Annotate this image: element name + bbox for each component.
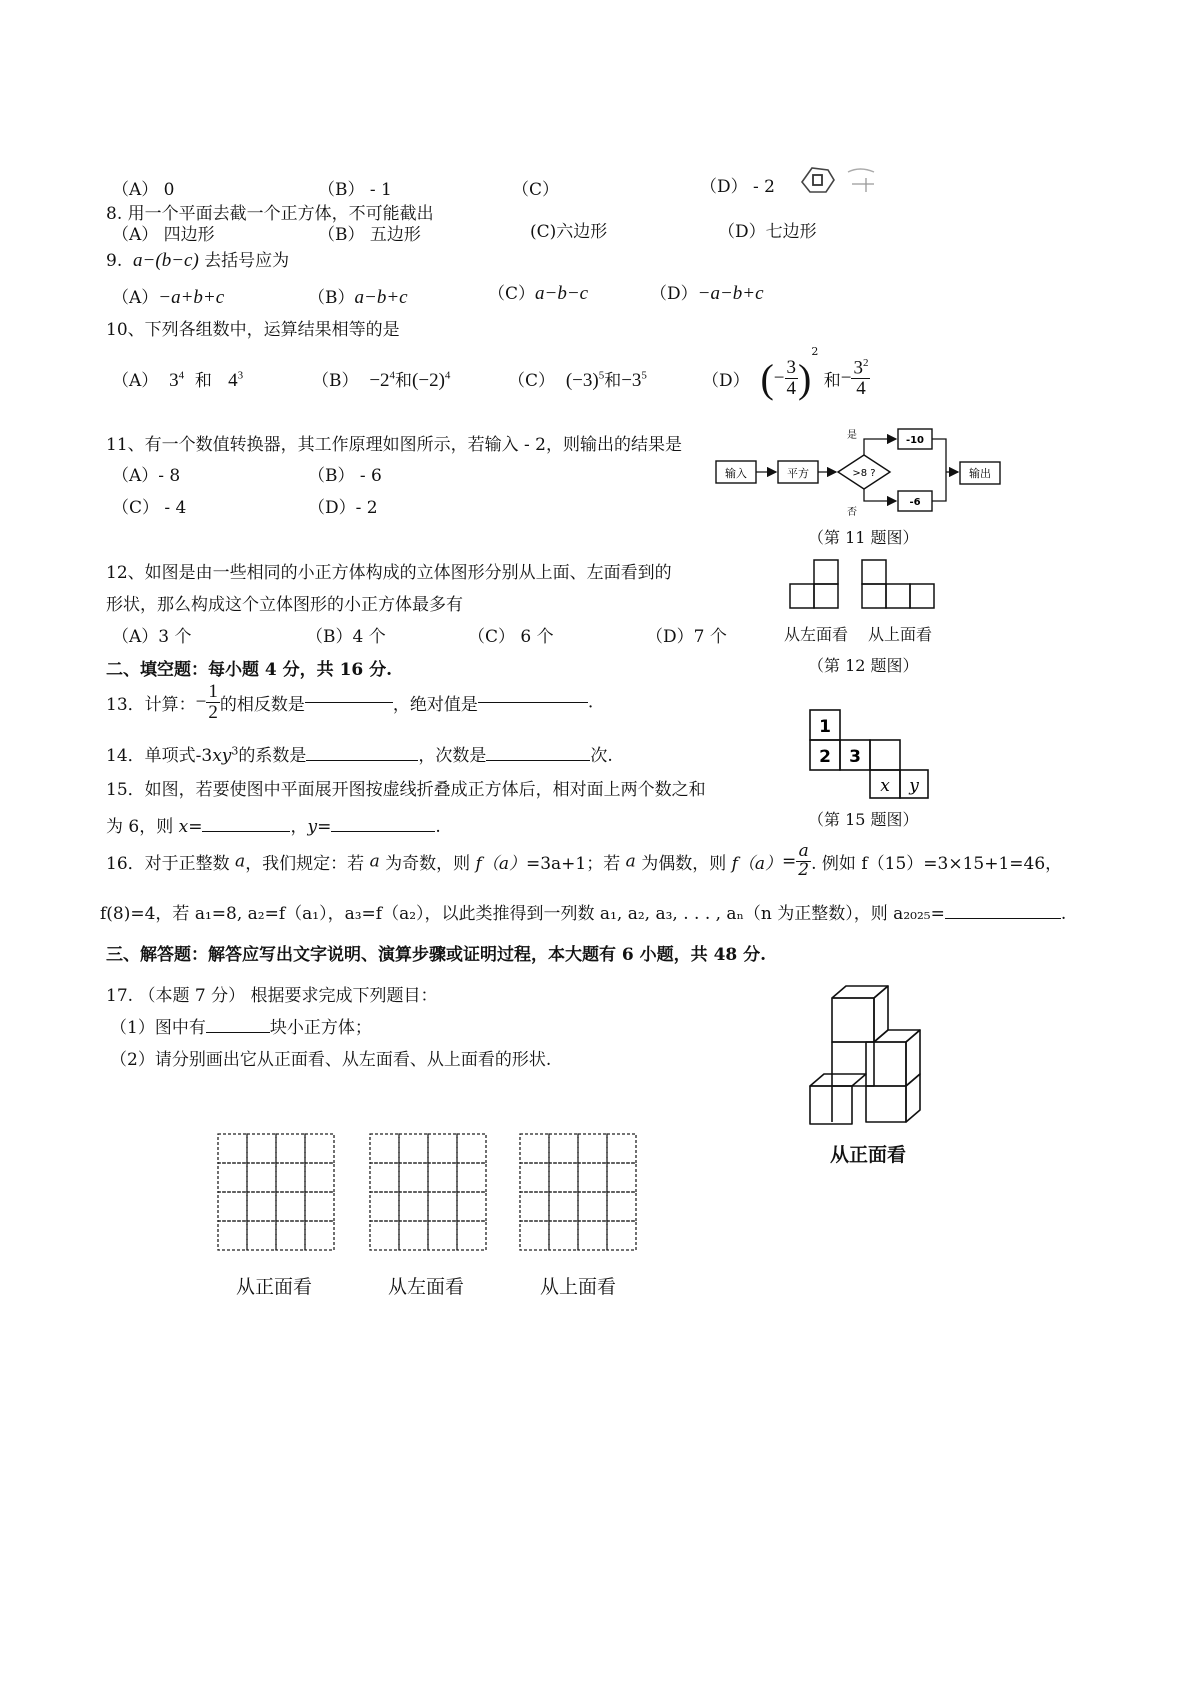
q12-views-figure [788,558,938,614]
q8-stem: 8. 用一个平面去截一个正方体，不可能截出 [106,204,434,224]
q16-a1: a [235,851,246,872]
q17-part1 [110,1013,372,1038]
grid-cell[interactable] [520,1221,549,1250]
q10-b-term1: $-2^4$ [369,369,396,391]
q10-option-a [112,366,243,392]
q14-end: 次. [590,746,613,766]
q12-option-a: （A）3 个 [112,627,192,647]
q12-top-view-label: 从上面看 [868,625,933,644]
q13-end: . [587,692,594,713]
q17-part1-prefix: （1）图中有 [110,1018,206,1038]
q8-option-b: （B） 五边形 [318,225,421,245]
q15-blank-x[interactable] [202,831,290,832]
q16-a2: a [369,851,380,872]
q10-d-paren-left: ( [760,356,774,401]
q17-grid-label-left: 从左面看 [388,1276,465,1298]
q13 [106,682,593,723]
q10-c-term2: $-3^5$ [621,369,647,391]
q9-option-b [308,283,408,309]
q10-option-c-label: （C） [508,371,556,391]
q15-end: . [435,817,441,837]
grid-cell[interactable] [457,1163,486,1192]
q13-prefix: 13．计算： [106,694,196,715]
grid-cell[interactable] [218,1134,247,1163]
q10-b-and: 和 [395,371,413,391]
q15-y: y [307,817,318,837]
grid-cell[interactable] [457,1221,486,1250]
q14-prefix: 14．单项式-3 [106,746,213,766]
grid-cell[interactable] [276,1163,305,1192]
grid-cell[interactable] [276,1192,305,1221]
q9-option-b-label: （B） [308,288,355,308]
q16-example: . 例如 f（15）=3×15+1=46， [811,853,1063,874]
q17-grid-label-front: 从正面看 [236,1276,313,1298]
q10-d-right-sign: − [840,367,852,389]
q7-option-b: （B） - 1 [318,180,392,200]
q9-option-c [488,279,588,305]
q17-stem: 17. （本题 7 分） 根据要求完成下列题目： [106,986,438,1006]
q7-option-d: （D） - 2 [700,177,775,197]
q14-mid2: ，次数是 [418,746,487,766]
q13-comma: ，绝对值是 [392,694,478,715]
q9-stem [106,246,289,272]
grid-cell[interactable] [578,1221,607,1250]
q15-x-eq: = [188,817,203,837]
q14-exp: 3 [231,744,239,758]
q10-d-and: 和 [823,371,841,391]
section-2-heading: 二、填空题：每小题 4 分，共 16 分. [106,660,393,680]
grid-cell[interactable] [399,1221,428,1250]
grid-cell[interactable] [457,1192,486,1221]
q16-end: . [1060,904,1067,924]
grid-cell[interactable] [457,1134,486,1163]
grid-cell[interactable] [370,1163,399,1192]
q16-prefix: 16．对于正整数 [106,853,236,874]
q13-fraction: $\frac{1}{2}$ [208,681,218,723]
flow-square-label: 平方 [787,467,809,480]
q14-blank-degree[interactable] [486,760,590,761]
grid-cell[interactable] [370,1134,399,1163]
q9-option-d-label: （D） [650,284,698,304]
q16-fraction: $\frac{a}{2}$ [798,841,810,880]
q15-caption: （第 15 题图） [808,810,919,829]
q12-option-d: （D）7 个 [646,627,727,647]
q10-d-exp: 2 [811,345,819,358]
q10-option-b-label: （B） [312,371,359,391]
q13-blank-opposite[interactable] [305,702,393,703]
net-cell-2: 2 [819,747,831,767]
grid-cell[interactable] [276,1221,305,1250]
q9-option-a-value: −a+b+c [158,287,225,308]
flow-no-label: 否 [847,507,857,518]
handwritten-scribble [790,158,890,200]
q9-option-d [650,279,764,305]
flow-no-op: -6 [909,497,921,508]
grid-cell[interactable] [370,1221,399,1250]
net-cell-3: 3 [849,747,861,767]
q16-a3: a [625,851,636,872]
q9-number: 9. [106,251,123,271]
q10-option-c [508,366,647,392]
grid-cell[interactable] [247,1221,276,1250]
q14-blank-coefficient[interactable] [306,760,418,761]
q11-option-b: （B） - 6 [308,466,382,486]
q11-option-d: （D）- 2 [308,498,378,518]
q16-odd-rule: =3a+1；若 [525,853,626,874]
q13-blank-absolute[interactable] [478,702,588,703]
q9-option-c-value: a−b−c [535,283,589,304]
q12-stem-line1: 12、如图是由一些相同的小正方体构成的立体图形分别从上面、左面看到的 [106,563,672,583]
q10-b-term2: $(-2)^4$ [412,369,451,391]
net-cell-x: x [880,776,890,796]
q12-option-c: （C） 6 个 [468,627,554,647]
q14-mid: 的系数是 [238,746,307,766]
grid-cell[interactable] [549,1221,578,1250]
q15-y-eq: = [317,817,332,837]
net-cell-y: y [909,776,919,796]
grid-cell[interactable] [607,1134,636,1163]
q16-blank[interactable] [945,918,1061,919]
q10-d-sign: − [773,367,785,389]
q13-sign: − [195,691,207,713]
grid-cell[interactable] [370,1192,399,1221]
q10-d-fraction: $\frac{3}{4}$ [786,357,796,399]
q10-a-and: 和 [194,371,212,391]
q9-option-d-value: −a−b+c [697,283,764,304]
q12-option-b: （B）4 个 [306,627,386,647]
grid-cell[interactable] [399,1134,428,1163]
net-cell-1: 1 [819,717,831,737]
q17-blank-count[interactable] [206,1032,270,1033]
q11-option-c: （C） - 4 [112,498,187,518]
q12-stem-line2: 形状，那么构成这个立体图形的小正方体最多有 [106,595,463,615]
grid-cell[interactable] [218,1163,247,1192]
grid-cell[interactable] [218,1192,247,1221]
q9-option-a-label: （A） [112,288,159,308]
q11-caption: （第 11 题图） [808,528,919,547]
q16-rule-intro: ，我们规定：若 [245,853,370,874]
q10-d-right-fraction: $\frac{3^2}{4}$ [853,356,869,400]
q16-fa1: f（a） [475,853,526,874]
grid-cell[interactable] [428,1192,457,1221]
q10-c-and: 和 [604,371,622,391]
q14 [106,741,613,766]
q10-option-d-label: （D） [702,371,750,391]
grid-cell[interactable] [305,1221,334,1250]
q15-x: x [178,817,189,837]
grid-cell[interactable] [520,1192,549,1221]
q11-flowchart [712,425,1012,525]
q9-stem-tail: 去括号应为 [204,251,290,271]
grid-cell[interactable] [607,1221,636,1250]
grid-cell[interactable] [607,1192,636,1221]
grid-cell[interactable] [399,1192,428,1221]
q11-stem: 11、有一个数值转换器，其工作原理如图所示，若输入 - 2，则输出的结果是 [106,435,682,455]
grid-cell[interactable] [305,1134,334,1163]
q10-stem: 10、下列各组数中，运算结果相等的是 [106,320,400,340]
q16-fa2: f（a） [731,853,783,874]
flow-condition-label: >8 ? [852,468,876,479]
grid-cell[interactable] [428,1221,457,1250]
flow-yes-op: -10 [905,435,925,446]
q10-c-term1: $(-3)^5$ [565,369,605,391]
grid-cell[interactable] [247,1192,276,1221]
q9-option-a [112,283,224,309]
q7-option-c: （C） [512,180,560,200]
q7-option-a: （A） 0 [112,180,175,200]
grid-cell[interactable] [218,1221,247,1250]
grid-cell[interactable] [549,1163,578,1192]
q9-option-c-label: （C） [488,284,536,304]
flow-yes-label: 是 [847,430,857,441]
q13-mid: 的相反数是 [219,694,305,715]
q17-part2: （2）请分别画出它从正面看、从左面看、从上面看的形状. [110,1050,552,1070]
flow-input-label: 输入 [725,467,747,480]
q16-odd-intro: 为奇数，则 [379,853,476,874]
q16-line2-text: f(8)=4，若 a₁=8, a₂=f（a₁），a₃=f（a₂），以此类推得到一列数 a₁, a₂, a₃, . . . , aₙ（n 为正整数），则 a₂₀₂₅= [100,904,945,924]
q10-a-term2: $4^3$ [228,369,244,391]
q15-line1: 15．如图，若要使图中平面展开图按虚线折叠成正方体后，相对面上两个数之和 [106,780,706,800]
q10-option-d [702,345,870,402]
grid-cell[interactable] [607,1163,636,1192]
grid-cell[interactable] [578,1192,607,1221]
grid-cell[interactable] [247,1134,276,1163]
q16-eq: = [782,851,797,872]
grid-cell[interactable] [305,1163,334,1192]
grid-cell[interactable] [578,1163,607,1192]
q12-caption: （第 12 题图） [808,656,919,675]
q10-option-a-label: （A） [112,371,159,391]
q10-d-paren-right: ) [798,356,812,401]
grid-cell[interactable] [247,1163,276,1192]
q15-comma: ， [290,817,308,837]
q17-grid-label-top: 从上面看 [540,1276,617,1298]
q9-option-b-value: a−b+c [354,287,408,308]
q17-part1-suffix: 块小正方体； [269,1018,372,1038]
grid-cell[interactable] [428,1134,457,1163]
grid-cell[interactable] [520,1163,549,1192]
q8-option-c: (C)六边形 [530,222,608,242]
q8-option-d: （D）七边形 [718,222,817,242]
grid-cell[interactable] [549,1192,578,1221]
q10-a-term1: $3^4$ [169,369,185,391]
grid-cell[interactable] [399,1163,428,1192]
q12-left-view-label: 从左面看 [784,625,849,644]
grid-cell[interactable] [305,1192,334,1221]
q9-expression: a−(b−c) [133,250,199,271]
q16-line2 [100,899,1066,924]
q17-drawing-grids [214,1130,654,1258]
q14-var: xy [212,746,232,766]
flow-output-label: 输出 [969,467,991,480]
grid-cell[interactable] [549,1134,578,1163]
q8-option-a: （A） 四边形 [112,225,215,245]
q17-cube-stack-figure [806,982,936,1128]
q15-blank-y[interactable] [331,831,435,832]
grid-cell[interactable] [276,1134,305,1163]
q17-front-view-label: 从正面看 [830,1144,907,1166]
section-3-heading: 三、解答题：解答应写出文字说明、演算步骤或证明过程，本大题有 6 小题，共 48 分. [106,945,767,965]
q16-line1 [106,843,1062,880]
q15-line2-prefix: 为 6，则 [106,817,179,837]
grid-cell[interactable] [520,1134,549,1163]
grid-cell[interactable] [578,1134,607,1163]
grid-cell[interactable] [428,1163,457,1192]
q16-even-intro: 为偶数，则 [635,853,732,874]
q10-option-b [312,366,450,392]
q11-option-a: （A）- 8 [112,466,181,486]
q15-cube-net [808,708,930,800]
q15-line2 [106,812,441,837]
